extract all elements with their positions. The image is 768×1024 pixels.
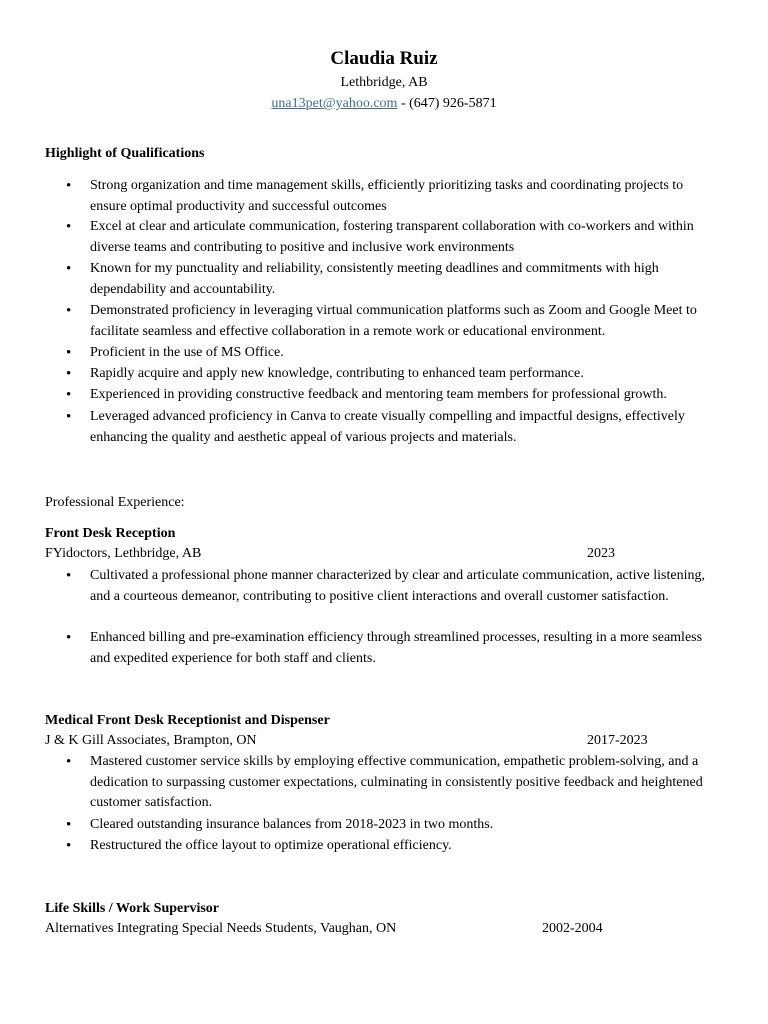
list-item: • Restructured the office layout to optimize operational efficiency. — [0, 836, 720, 857]
list-item: • Strong organization and time management skills, efficiently prioritizing tasks and coordinating projects to ensure optimal productivity and successful outcomes — [0, 176, 720, 217]
list-item: • Demonstrated proficiency in leveraging virtual communication platforms such as Zoom and Google Meet to facilitate seamless and effective collaboration in a remote work or educational environment. — [0, 301, 720, 343]
job-duties-list — [0, 752, 768, 857]
job-duties-list — [0, 566, 768, 670]
qualifications-heading: Highlight of Qualifications — [45, 146, 205, 161]
job-employer: Alternatives Integrating Special Needs Students, Vaughan, ON — [45, 921, 397, 936]
list-item: • Leveraged advanced proficiency in Canva to create visually compelling and impactful designs, effectively enhancing the quality and aesthetic appeal of various projects and materials. — [0, 407, 720, 449]
list-item: • Enhanced billing and pre-examination efficiency through streamlined processes, resulting in a more seamless and expedited experience for both staff and clients. — [0, 628, 720, 670]
job-employer: J & K Gill Associates, Brampton, ON — [45, 733, 257, 748]
job-title: Life Skills / Work Supervisor — [45, 901, 219, 916]
list-item: • Experienced in providing constructive feedback and mentoring team members for professional growth. — [0, 385, 720, 407]
job-employer-row — [45, 731, 725, 752]
list-item: • Mastered customer service skills by employing effective communication, empathetic problem-solving, and a dedication to surpassing customer expectations, culminating in consistently positive feedback and heightened customer satisfaction. — [0, 752, 720, 815]
job-years: 2023 — [587, 546, 615, 561]
contact-line — [0, 94, 768, 115]
list-item: • Excel at clear and articulate communication, fostering transparent collaboration with co-workers and within diverse teams and contributing to positive and inclusive work environments — [0, 217, 720, 259]
job-employer-row — [45, 919, 725, 940]
email-link[interactable]: una13pet@yahoo.com — [271, 96, 398, 111]
job-title: Medical Front Desk Receptionist and Dispenser — [45, 713, 330, 728]
list-item: • Cleared outstanding insurance balances from 2018-2023 in two months. — [0, 815, 720, 836]
list-item: • Known for my punctuality and reliability, consistently meeting deadlines and commitments with high dependability and accountability. — [0, 259, 720, 301]
phone-number: - (647) 926-5871 — [397, 96, 497, 111]
job-employer-row — [45, 544, 725, 565]
qualifications-list — [0, 176, 768, 449]
job-years: 2017-2023 — [587, 733, 648, 748]
experience-heading: Professional Experience: — [45, 495, 185, 510]
job-employer: FYidoctors, Lethbridge, AB — [45, 546, 202, 561]
job-title: Front Desk Reception — [45, 526, 176, 541]
job-years: 2002-2004 — [542, 921, 603, 936]
candidate-name: Claudia Ruiz — [330, 48, 438, 69]
candidate-location: Lethbridge, AB — [340, 75, 428, 90]
list-item: • Rapidly acquire and apply new knowledge, contributing to enhanced team performance. — [0, 364, 720, 385]
list-item: • Cultivated a professional phone manner characterized by clear and articulate communication, active listening, and a courteous demeanor, contributing to positive client interactions and overall customer satisfaction. — [0, 566, 720, 628]
list-item: • Proficient in the use of MS Office. — [0, 343, 720, 364]
